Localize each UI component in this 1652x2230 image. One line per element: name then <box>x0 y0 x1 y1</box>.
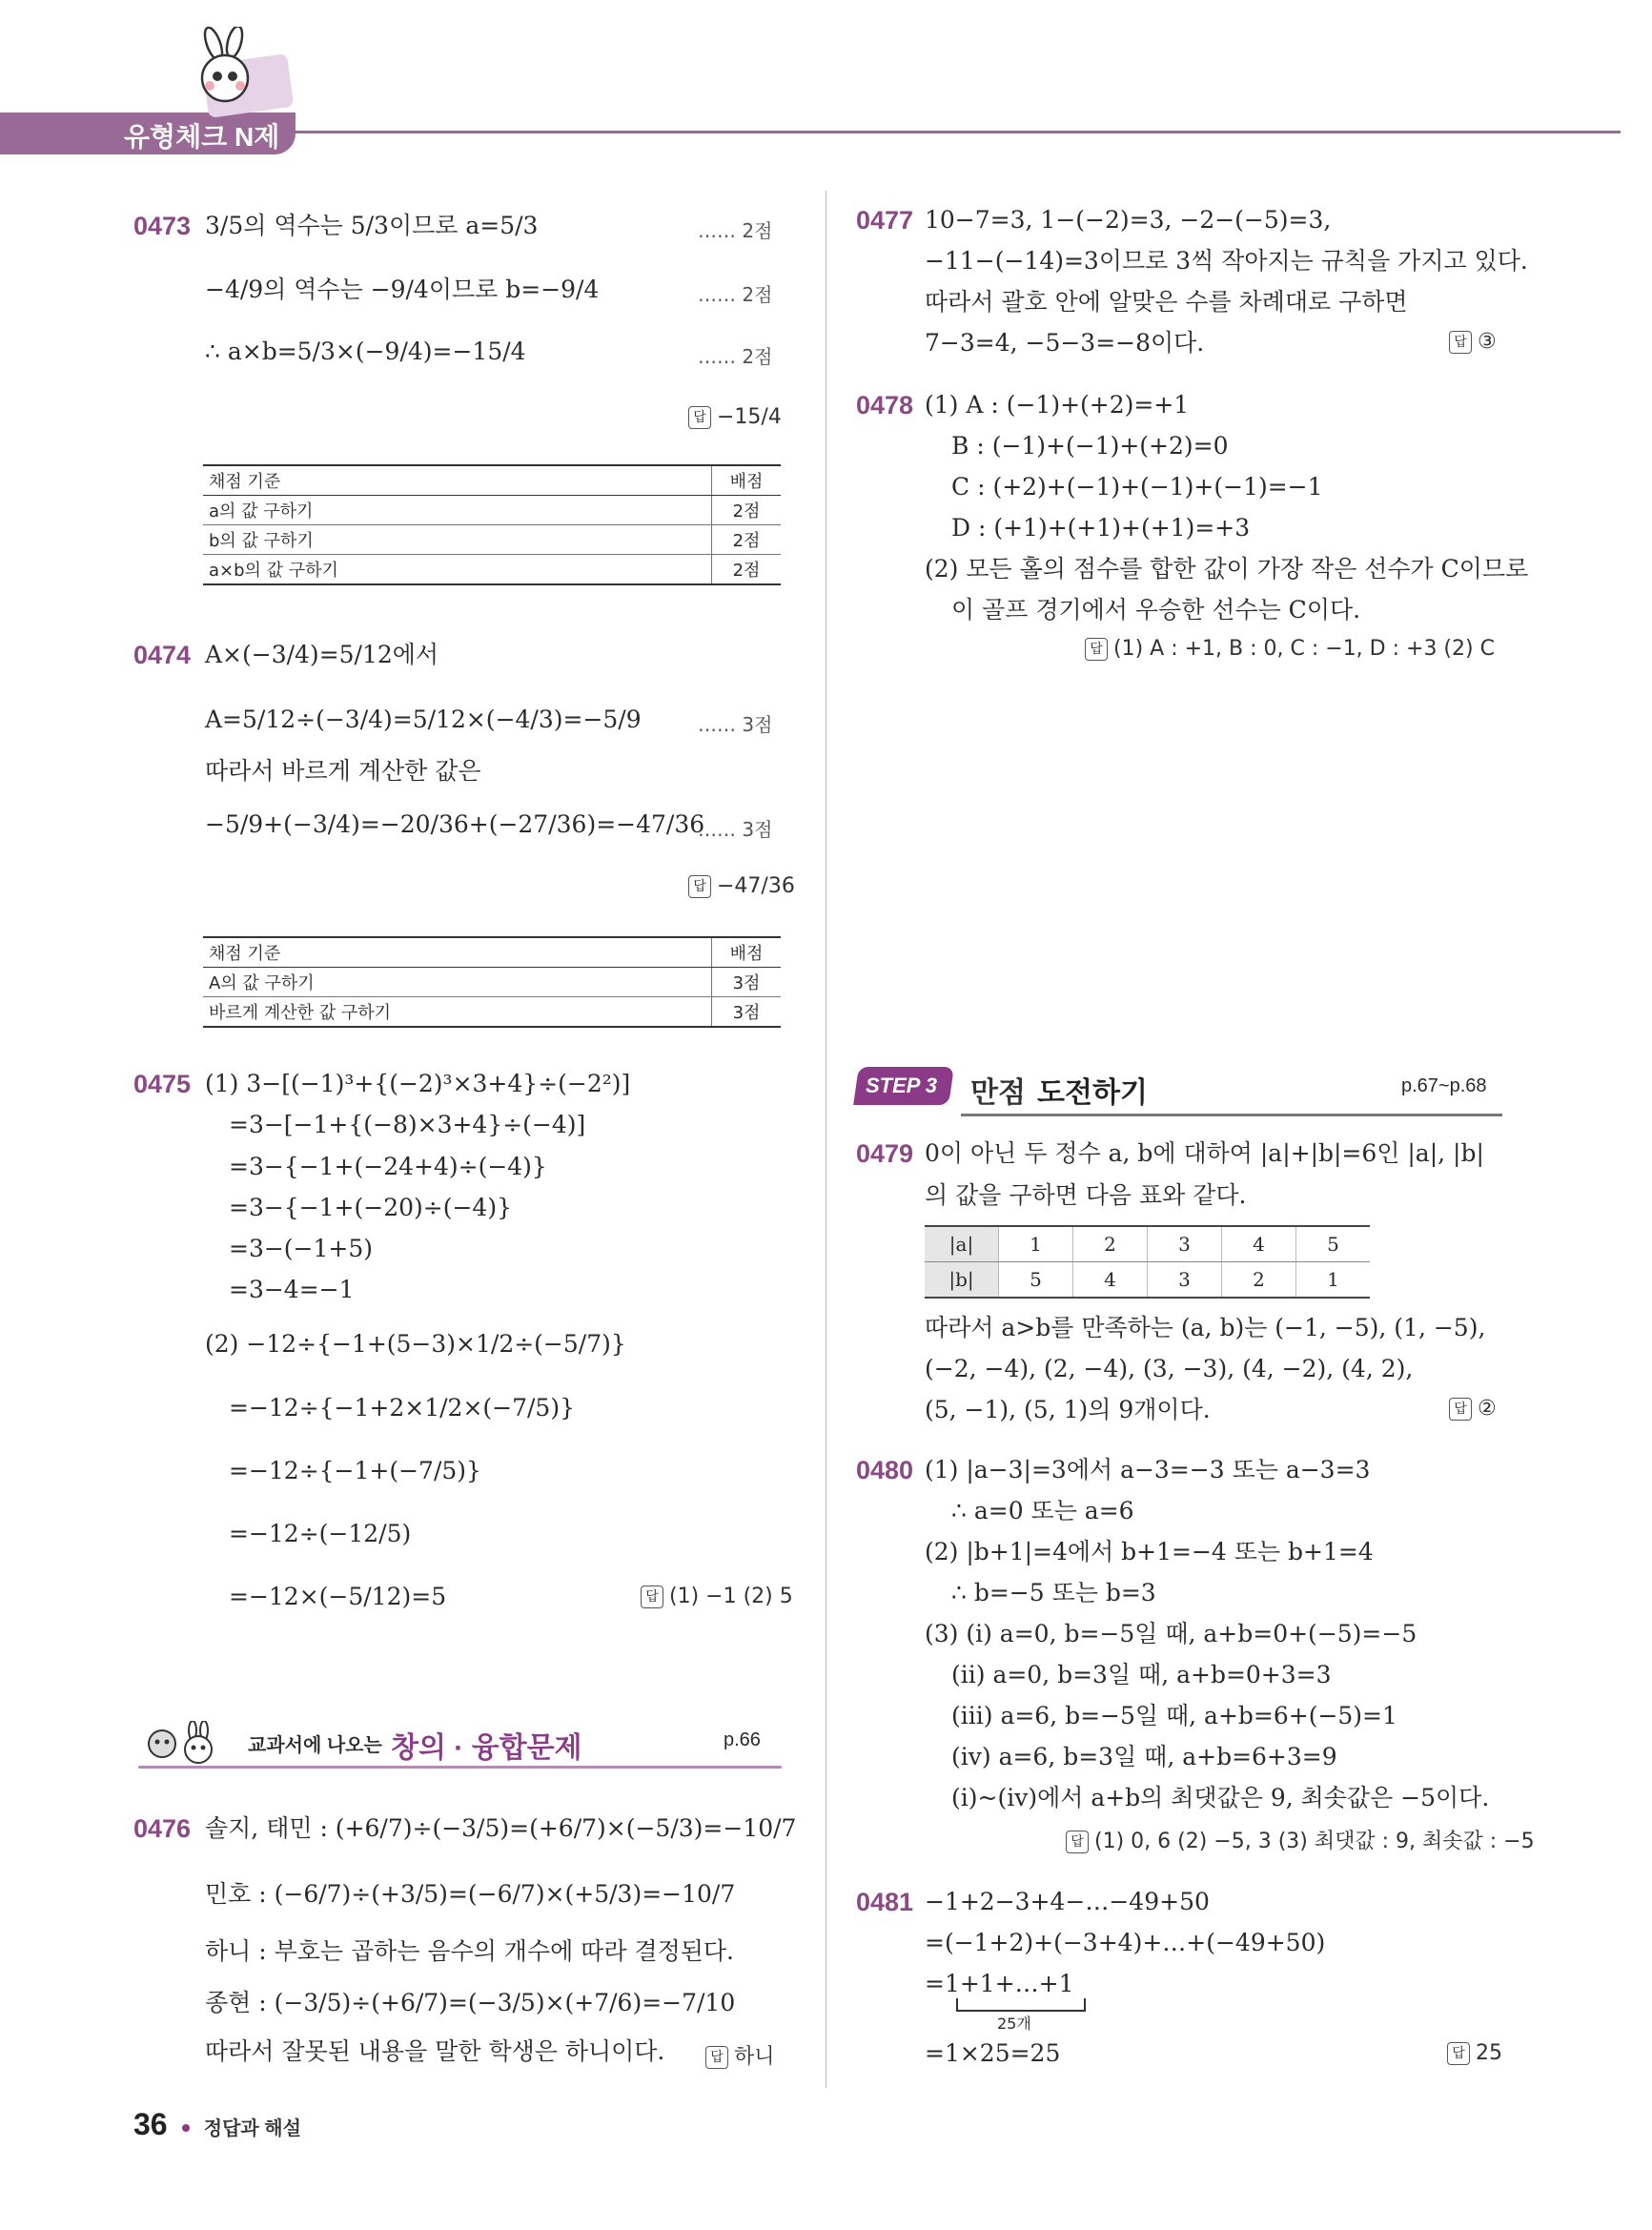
solution-line: 10−7=3, 1−(−2)=3, −2−(−5)=3, <box>925 206 1332 234</box>
step-badge-label: STEP 3 <box>866 1074 937 1097</box>
page-number: 36 <box>133 2107 168 2141</box>
solution-line: (2) −12÷{−1+(5−3)×1/2÷(−5/7)} <box>205 1330 626 1358</box>
solution-line: (ⅳ) a=6, b=3일 때, a+b=6+3=9 <box>951 1743 1337 1770</box>
answer-value: 하니 <box>734 2045 775 2069</box>
scoring-table <box>203 936 781 1028</box>
solution-line: C : (+2)+(−1)+(−1)+(−1)=−1 <box>951 473 1323 501</box>
answer-value: −15/4 <box>717 405 782 429</box>
answer-value: (1) 0, 6 (2) −5, 3 (3) 최댓값 : 9, 최솟값 : −5 <box>1094 1830 1535 1853</box>
answer <box>1066 1825 1535 1854</box>
table-cell: 2 <box>1222 1262 1296 1299</box>
answer-icon: 답 <box>1085 638 1108 661</box>
solution-line: (−2, −4), (2, −4), (3, −3), (4, −2), (4, 2), <box>925 1355 1414 1382</box>
answer <box>688 405 782 429</box>
score-points: …… 3점 <box>698 818 773 841</box>
step-pages: p.67~p.68 <box>1401 1075 1487 1096</box>
solution-line: −4/9의 역수는 −9/4이므로 b=−9/4 <box>205 276 600 303</box>
solution-line: =1+1+…+1 <box>925 1970 1074 1997</box>
mascot-icon <box>191 27 259 109</box>
creative-section-banner <box>138 1716 786 1773</box>
header-tab-label: 유형체크 N제 <box>124 122 280 152</box>
answer-icon: 답 <box>688 406 711 429</box>
step-title-b: 도전하기 <box>1037 1077 1148 1109</box>
banner-page: p.66 <box>724 1729 761 1750</box>
answer <box>641 1585 793 1608</box>
solution-line: 의 값을 구하면 다음 표와 같다. <box>925 1181 1247 1209</box>
table-cell: 2점 <box>712 496 782 525</box>
table-cell: 3 <box>1148 1262 1222 1299</box>
brace-label: 25개 <box>997 2015 1031 2033</box>
solution-line: −5/9+(−3/4)=−20/36+(−27/36)=−47/36 <box>205 810 705 838</box>
solution-line: (2) 모든 홀의 점수를 합한 값이 가장 작은 선수가 C이므로 <box>925 555 1529 583</box>
answer-icon: 답 <box>1449 331 1472 354</box>
solution-line: A×(−3/4)=5/12에서 <box>205 641 439 668</box>
problem-number: 0473 <box>133 212 192 240</box>
table-cell: a×b의 값 구하기 <box>203 555 712 585</box>
banner-title: 창의 · 융합문제 <box>391 1732 582 1764</box>
answer-icon: 답 <box>1066 1831 1089 1853</box>
problem-number: 0478 <box>856 391 914 419</box>
step3-banner <box>856 1061 1504 1118</box>
solution-line: =3−{−1+(−24+4)÷(−4)} <box>229 1153 547 1180</box>
problem-number: 0474 <box>133 641 192 669</box>
table-cell: A의 값 구하기 <box>203 968 712 997</box>
solution-line: (2) |b+1|=4에서 b+1=−4 또는 b+1=4 <box>925 1538 1374 1565</box>
table-cell: 1 <box>999 1226 1073 1262</box>
abs-value-table <box>925 1225 1370 1299</box>
solution-line: =3−4=−1 <box>229 1276 355 1303</box>
solution-line: =−12÷{−1+2×1/2×(−7/5)} <box>229 1394 575 1422</box>
solution-line: 3/5의 역수는 5/3이므로 a=5/3 <box>205 212 539 239</box>
table-cell: 5 <box>1296 1226 1371 1262</box>
score-points: …… 3점 <box>698 713 773 736</box>
problem-number: 0477 <box>856 206 914 235</box>
solution-line: 따라서 괄호 안에 알맞은 수를 차례대로 구하면 <box>925 288 1408 316</box>
table-cell: 3점 <box>712 997 782 1028</box>
table-cell: 2 <box>1073 1226 1148 1262</box>
solution-line: −1+2−3+4−…−49+50 <box>925 1888 1210 1915</box>
header-rule <box>286 131 1621 133</box>
answer-icon: 답 <box>705 2046 728 2069</box>
problem-number: 0475 <box>133 1070 192 1098</box>
character-icon <box>143 1721 219 1767</box>
answer-value: ③ <box>1478 330 1497 354</box>
answer-icon: 답 <box>1449 1398 1472 1421</box>
table-header: |b| <box>925 1262 999 1299</box>
score-points: …… 2점 <box>698 219 773 242</box>
table-cell: 4 <box>1222 1226 1296 1262</box>
answer <box>1449 330 1497 354</box>
answer-icon: 답 <box>1447 2042 1470 2065</box>
solution-line: =(−1+2)+(−3+4)+…+(−49+50) <box>925 1929 1326 1956</box>
solution-line: =−12÷(−12/5) <box>229 1520 412 1547</box>
answer <box>1085 637 1495 661</box>
underbrace <box>956 1998 1086 2012</box>
answer-icon: 답 <box>688 875 711 898</box>
solution-line: ∴ a=0 또는 a=6 <box>951 1497 1134 1524</box>
answer <box>705 2040 775 2070</box>
solution-line: (ⅲ) a=6, b=−5일 때, a+b=6+(−5)=1 <box>951 1702 1397 1729</box>
solution-line: 솔지, 태민 : (+6/7)÷(−3/5)=(+6/7)×(−5/3)=−10/7 <box>205 1814 797 1842</box>
table-cell: 4 <box>1073 1262 1148 1299</box>
answer-value: (1) A : +1, B : 0, C : −1, D : +3 (2) C <box>1113 637 1495 661</box>
table-cell: 1 <box>1296 1262 1371 1299</box>
solution-line: (3) (ⅰ) a=0, b=−5일 때, a+b=0+(−5)=−5 <box>925 1620 1417 1647</box>
solution-line: =3−(−1+5) <box>229 1235 374 1262</box>
table-header: |a| <box>925 1226 999 1262</box>
solution-line: (1) 3−[(−1)³+{(−2)³×3+4}÷(−2²)] <box>205 1070 631 1097</box>
problem-number: 0479 <box>856 1139 914 1168</box>
solution-line: 하니 : 부호는 곱하는 음수의 개수에 따라 결정된다. <box>205 1937 734 1965</box>
solution-line: (1) |a−3|=3에서 a−3=−3 또는 a−3=3 <box>925 1456 1371 1483</box>
solution-line: (5, −1), (5, 1)의 9개이다. <box>925 1396 1211 1423</box>
solution-line: 따라서 바르게 계산한 값은 <box>205 757 481 785</box>
solution-line: 종현 : (−3/5)÷(+6/7)=(−3/5)×(+7/6)=−7/10 <box>205 1989 736 2016</box>
solution-line: 따라서 잘못된 내용을 말한 학생은 하니이다. <box>205 2037 665 2065</box>
score-points: …… 2점 <box>698 345 773 368</box>
answer-value: (1) −1 (2) 5 <box>669 1585 793 1608</box>
table-cell: 2점 <box>712 525 782 555</box>
solution-line: 따라서 a>b를 만족하는 (a, b)는 (−1, −5), (1, −5), <box>925 1314 1486 1341</box>
solution-line: 이 골프 경기에서 우승한 선수는 C이다. <box>951 596 1361 624</box>
table-header: 채점 기준 <box>203 937 712 968</box>
page-label: 정답과 해설 <box>203 2118 301 2139</box>
answer <box>1447 2041 1502 2065</box>
table-cell: 바르게 계산한 값 구하기 <box>203 997 712 1028</box>
table-header: 채점 기준 <box>203 465 712 496</box>
table-cell: 2점 <box>712 555 782 585</box>
answer <box>688 874 795 898</box>
answer-value: −47/36 <box>717 874 795 898</box>
table-header: 배점 <box>712 937 782 968</box>
solution-line: =1×25=25 <box>925 2039 1061 2067</box>
solution-line: 민호 : (−6/7)÷(+3/5)=(−6/7)×(+5/3)=−10/7 <box>205 1880 736 1908</box>
answer-value: ② <box>1478 1397 1497 1421</box>
problem-number: 0480 <box>856 1456 914 1484</box>
banner-prefix: 교과서에 나오는 <box>248 1735 382 1756</box>
bullet-icon <box>182 2124 190 2132</box>
solution-line: =3−{−1+(−20)÷(−4)} <box>229 1194 512 1221</box>
problem-number: 0481 <box>856 1888 914 1916</box>
table-cell: 3 <box>1148 1226 1222 1262</box>
solution-line: 7−3=4, −5−3=−8이다. <box>925 329 1205 357</box>
table-cell: a의 값 구하기 <box>203 496 712 525</box>
solution-line: B : (−1)+(−1)+(+2)=0 <box>951 432 1229 460</box>
solution-line: =3−[−1+{(−8)×3+4}÷(−4)] <box>229 1111 586 1138</box>
solution-line: D : (+1)+(+1)+(+1)=+3 <box>951 514 1251 542</box>
score-points: …… 2점 <box>698 283 773 306</box>
solution-line: (ⅱ) a=0, b=3일 때, a+b=0+3=3 <box>951 1661 1332 1688</box>
solution-line: =−12×(−5/12)=5 <box>229 1583 447 1610</box>
table-cell: 3점 <box>712 968 782 997</box>
solution-line: A=5/12÷(−3/4)=5/12×(−4/3)=−5/9 <box>205 706 642 733</box>
scoring-table <box>203 464 781 585</box>
step-title-a: 만점 <box>970 1077 1026 1109</box>
solution-line: 0이 아닌 두 정수 a, b에 대하여 |a|+|b|=6인 |a|, |b| <box>925 1139 1484 1167</box>
answer <box>1449 1397 1497 1421</box>
table-header: 배점 <box>712 465 782 496</box>
solution-line: ∴ a×b=5/3×(−9/4)=−15/4 <box>205 338 526 365</box>
solution-line: ∴ b=−5 또는 b=3 <box>951 1579 1156 1606</box>
answer-value: 25 <box>1476 2041 1502 2065</box>
table-cell: b의 값 구하기 <box>203 525 712 555</box>
table-cell: 5 <box>999 1262 1073 1299</box>
footer <box>133 2107 301 2145</box>
solution-line: −11−(−14)=3이므로 3씩 작아지는 규칙을 가지고 있다. <box>925 247 1528 275</box>
solution-line: (1) A : (−1)+(+2)=+1 <box>925 391 1190 419</box>
answer-icon: 답 <box>641 1586 663 1608</box>
solution-line: =−12÷{−1+(−7/5)} <box>229 1457 481 1484</box>
solution-line: (ⅰ)~(ⅳ)에서 a+b의 최댓값은 9, 최솟값은 −5이다. <box>951 1784 1490 1811</box>
problem-number: 0476 <box>133 1814 192 1843</box>
